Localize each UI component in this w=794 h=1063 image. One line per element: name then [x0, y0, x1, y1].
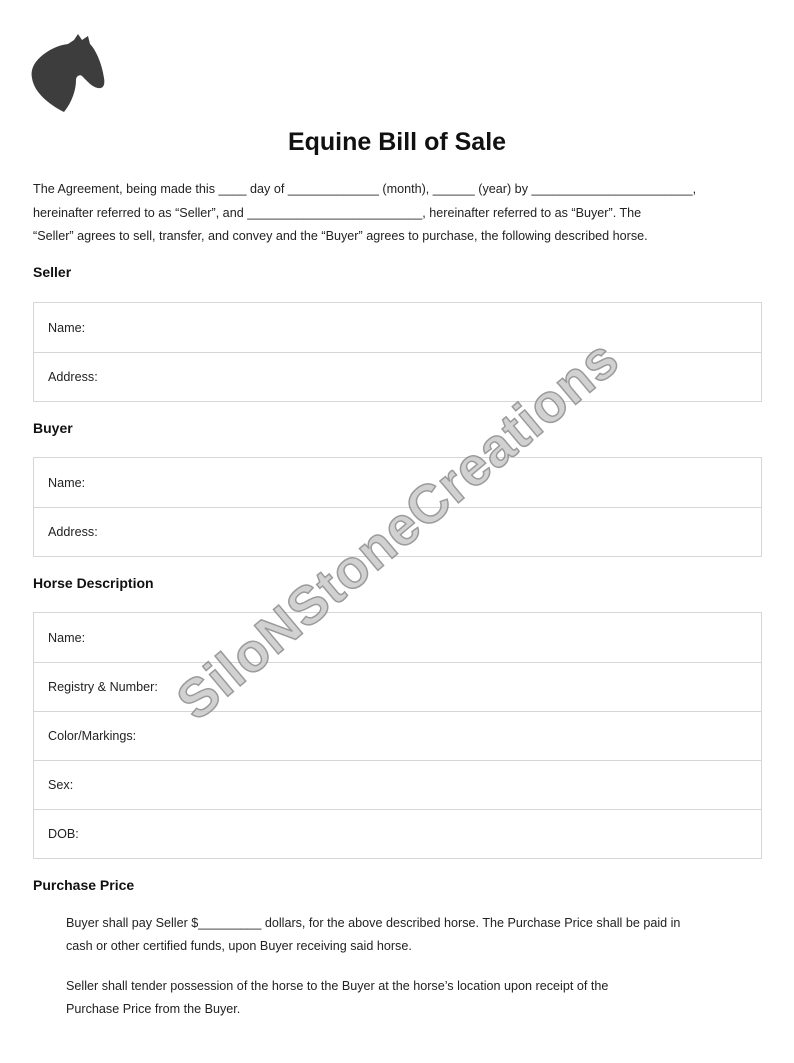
horse-name-field[interactable]: Name: — [48, 630, 86, 645]
watermark-text: SiloNStoneCreations — [165, 328, 631, 732]
purchase-price-paragraph — [66, 912, 768, 957]
buyer-address-field[interactable]: Address: — [34, 507, 761, 556]
intro-line: hereinafter referred to as “Seller”, and _________________________, hereinafter referred to as “Buyer”. The — [33, 205, 642, 220]
intro-line: “Seller” agrees to sell, transfer, and convey and the “Buyer” agrees to purchase, the following described horse. — [33, 229, 648, 243]
paragraph-line: Seller shall tender possession of the horse to the Buyer at the horse’s location upon receipt of the — [66, 979, 609, 993]
seller-fields-table — [33, 302, 762, 402]
buyer-fields-table — [33, 457, 762, 557]
seller-name-field[interactable]: Name: — [48, 320, 86, 335]
horse-dob-field[interactable]: DOB: — [34, 809, 761, 858]
seller-address-field[interactable]: Address: — [34, 352, 761, 401]
horse-registry-field[interactable]: Registry & Number: — [34, 662, 761, 711]
buyer-heading: Buyer — [33, 420, 73, 436]
horse-color-field[interactable]: Color/Markings: — [34, 711, 761, 760]
seller-heading: Seller — [33, 264, 72, 280]
intro-line: The Agreement, being made this ____ day of _____________ (month), ______ (year) by _______________________, — [33, 182, 697, 196]
horse-fields-table — [33, 612, 762, 859]
horse-description-heading: Horse Description — [33, 575, 154, 591]
horse-sex-field[interactable]: Sex: — [34, 760, 761, 809]
agreement-intro — [33, 178, 768, 249]
buyer-name-field[interactable]: Name: — [48, 475, 86, 490]
document-title: Equine Bill of Sale — [287, 128, 507, 156]
horse-head-icon — [30, 34, 110, 112]
paragraph-line: cash or other certified funds, upon Buyer receiving said horse. — [66, 938, 412, 953]
paragraph-line: Buyer shall pay Seller $_________ dollars, for the above described horse. The Purchase Price shall be paid in — [66, 916, 681, 930]
paragraph-line: Purchase Price from the Buyer. — [66, 1001, 241, 1016]
possession-paragraph — [66, 975, 768, 1020]
purchase-price-heading: Purchase Price — [33, 877, 135, 893]
